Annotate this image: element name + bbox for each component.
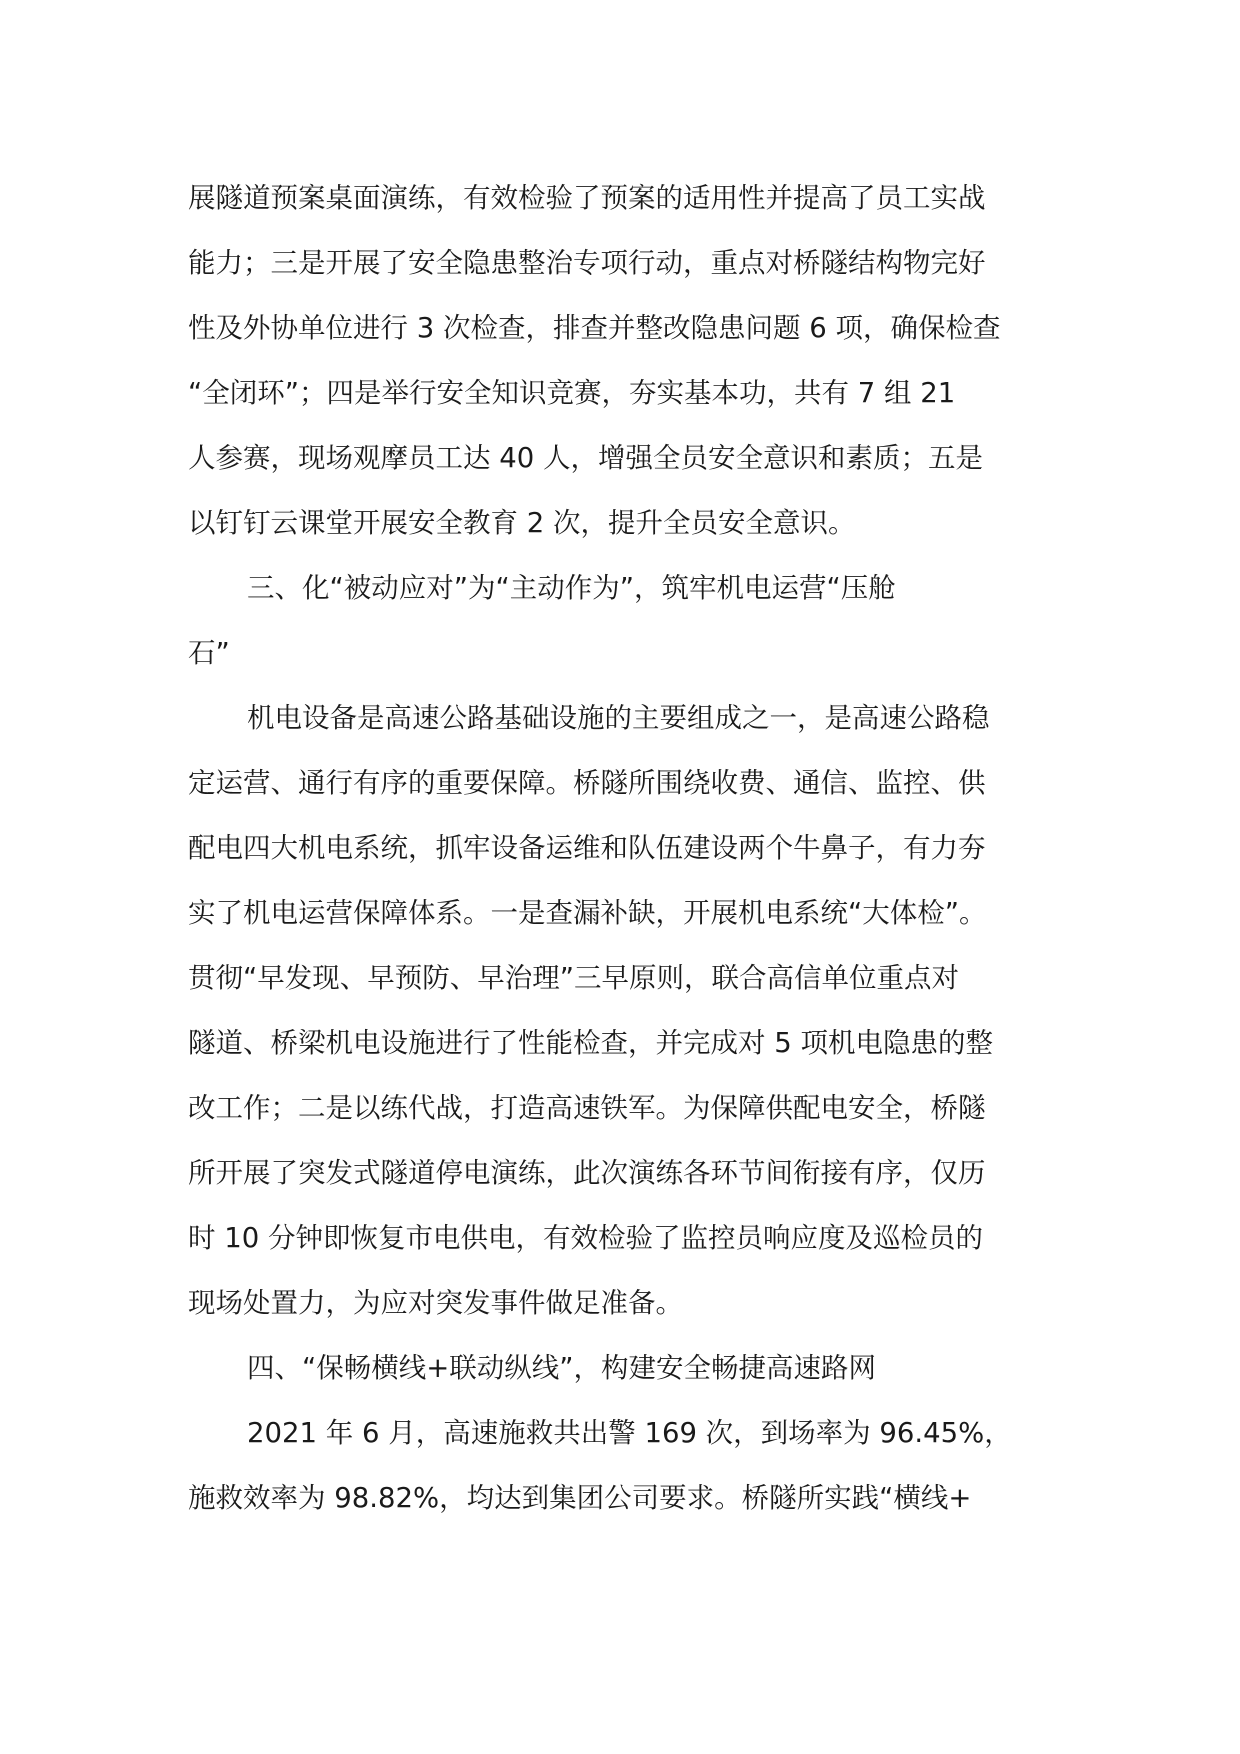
section-heading-4: 四、“保畅横线+联动纵线”，构建安全畅捷高速路网 xyxy=(247,1352,877,1384)
text-line: 展隧道预案桌面演练，有效检验了预案的适用性并提高了员工实战 xyxy=(188,182,986,214)
text-line: 能力；三是开展了安全隐患整治专项行动，重点对桥隧结构物完好 xyxy=(188,247,986,279)
text-line: 改工作；二是以练代战，打造高速铁军。为保障供配电安全，桥隧 xyxy=(188,1092,986,1124)
document-body xyxy=(188,166,1058,1531)
section-heading-3-continued: 石” xyxy=(188,637,230,669)
text-line: 现场处置力，为应对突发事件做足准备。 xyxy=(188,1287,683,1319)
text-line: 性及外协单位进行 3 次检查，排查并整改隐患问题 6 项，确保检查 xyxy=(188,312,1001,344)
text-line: 以钉钉云课堂开展安全教育 2 次，提升全员安全意识。 xyxy=(188,507,856,539)
text-line: 定运营、通行有序的重要保障。桥隧所围绕收费、通信、监控、供 xyxy=(188,767,986,799)
paragraph-start: 2021 年 6 月，高速施救共出警 169 次，到场率为 96.45%， xyxy=(247,1417,1012,1449)
text-line: “全闭环”；四是举行安全知识竞赛，夯实基本功，共有 7 组 21 xyxy=(188,377,956,409)
text-line: 实了机电运营保障体系。一是查漏补缺，开展机电系统“大体检”。 xyxy=(188,897,987,929)
section-heading-3: 三、化“被动应对”为“主动作为”，筑牢机电运营“压舱 xyxy=(247,572,896,604)
paragraph-start: 机电设备是高速公路基础设施的主要组成之一，是高速公路稳 xyxy=(247,702,990,734)
text-line: 贯彻“早发现、早预防、早治理”三早原则，联合高信单位重点对 xyxy=(188,962,959,994)
text-line: 配电四大机电系统，抓牢设备运维和队伍建设两个牛鼻子，有力夯 xyxy=(188,832,986,864)
text-line: 时 10 分钟即恢复市电供电，有效检验了监控员响应度及巡检员的 xyxy=(188,1222,983,1254)
text-line: 施救效率为 98.82%，均达到集团公司要求。桥隧所实践“横线+ xyxy=(188,1482,972,1514)
text-line: 人参赛，现场观摩员工达 40 人，增强全员安全意识和素质；五是 xyxy=(188,442,983,474)
text-line: 所开展了突发式隧道停电演练，此次演练各环节间衔接有序，仅历 xyxy=(188,1157,986,1189)
text-line: 隧道、桥梁机电设施进行了性能检查，并完成对 5 项机电隐患的整 xyxy=(188,1027,993,1059)
